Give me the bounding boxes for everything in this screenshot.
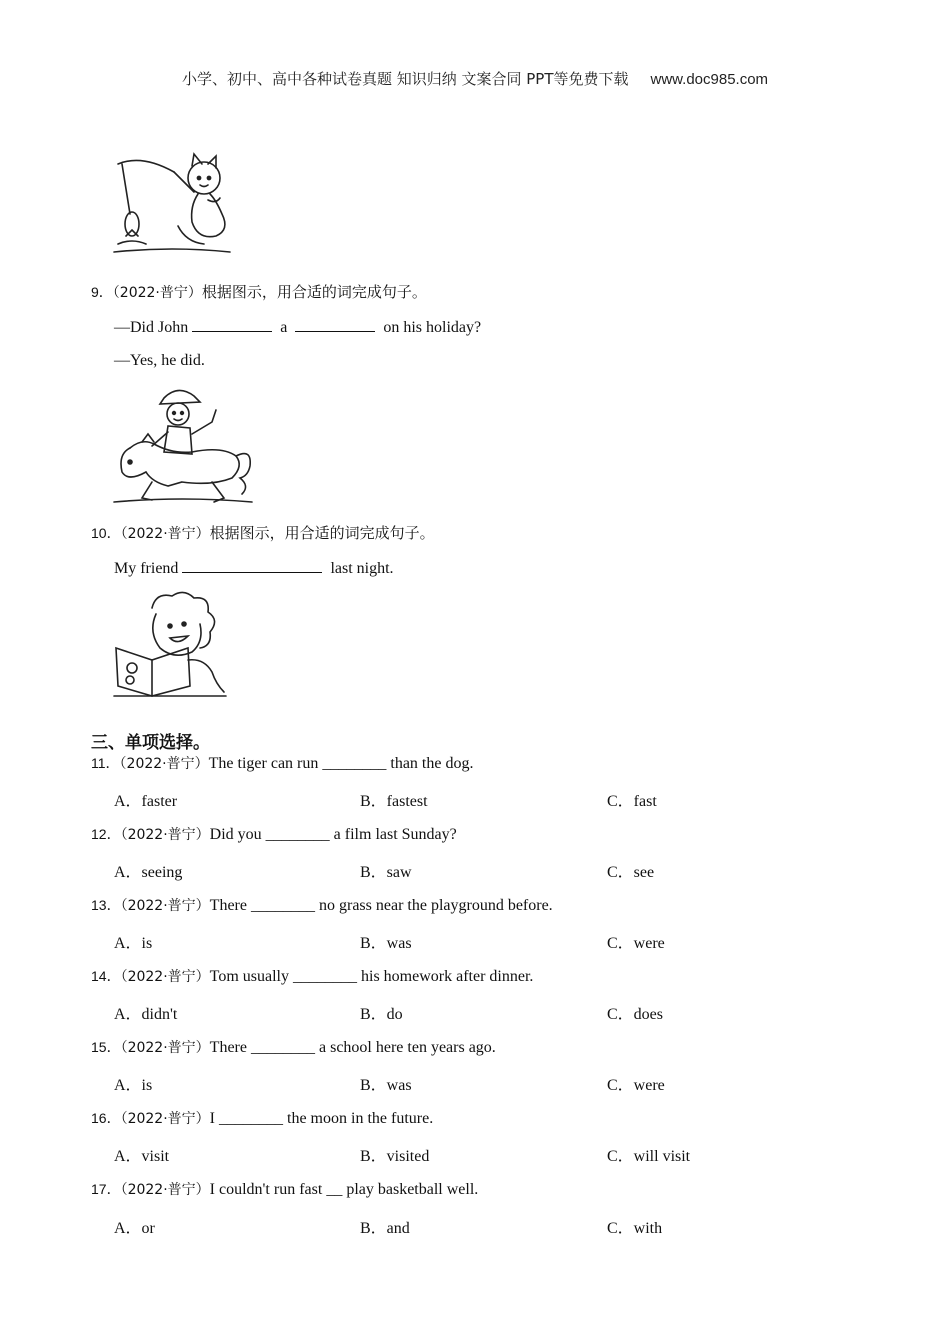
option-c[interactable]: C．with [607,1220,663,1237]
question-text: a school here ten years ago. [318,1039,496,1056]
answer-blank[interactable]: ________ [293,968,357,985]
option-b[interactable]: B．fastest [360,793,428,810]
answer-blank[interactable] [295,317,375,332]
option-b[interactable]: B．saw [360,864,412,881]
boy-riding-horse-illustration [112,382,254,506]
text-segment: —Did John [114,319,189,336]
question-source: （2022·普宁） [119,756,209,772]
option-b[interactable]: B．visited [360,1148,430,1165]
question-number: 16． [91,1110,121,1126]
option-a[interactable]: A．visit [114,1148,170,1165]
option-a[interactable]: A．seeing [114,864,183,881]
option-b[interactable]: B．do [360,1006,403,1023]
question-source: （2022·普宁） [112,285,202,301]
question-instruction: 根据图示，用合适的词完成句子。 [209,524,435,542]
header-text: 小学、初中、高中各种试卷真题 知识归纳 文案合同 PPT等免费下载 [181,70,629,88]
question-number: 14． [91,968,121,984]
question-13 [91,895,553,915]
option-a[interactable]: A．or [114,1220,155,1237]
text-segment: last night. [330,560,394,577]
answer-blank[interactable]: ________ [250,897,315,914]
option-a[interactable]: A．didn't [114,1006,178,1023]
section-3-title: 三、单项选择。 [91,733,210,753]
question-source: （2022·普宁） [120,1040,210,1056]
question-number: 15． [91,1039,121,1055]
question-source: （2022·普宁） [120,969,210,985]
question-10-line [114,558,394,578]
question-text: Tom usually [209,968,289,985]
question-12 [91,824,457,844]
answer-blank[interactable] [192,317,272,332]
question-text: a film last Sunday? [333,826,457,843]
option-b[interactable]: B．was [360,1077,412,1094]
option-c[interactable]: C．see [607,864,655,881]
question-text: There [209,1039,247,1056]
question-number: 11． [91,755,120,771]
cat-fishing-illustration [112,152,234,256]
question-text: I couldn't run fast [209,1181,323,1198]
question-9-line-2: —Yes, he did. [114,352,205,369]
answer-blank[interactable]: ________ [250,1039,315,1056]
question-source: （2022·普宁） [120,526,210,542]
question-instruction: 根据图示，用合适的词完成句子。 [201,283,427,301]
question-text: Did you [209,826,262,843]
question-text: play basketball well. [346,1181,479,1198]
question-text: than the dog. [390,755,474,772]
option-c[interactable]: C．does [607,1006,664,1023]
option-c[interactable]: C．fast [607,793,657,810]
option-a[interactable]: A．is [114,1077,153,1094]
option-c[interactable]: C．were [607,935,665,952]
option-b[interactable]: B．was [360,935,412,952]
option-a[interactable]: A．is [114,935,153,952]
question-text: his homework after dinner. [361,968,534,985]
question-text: I [209,1110,215,1127]
question-text: There [209,897,247,914]
question-11 [91,753,473,773]
question-number: 9． [91,284,113,300]
question-text: no grass near the playground before. [318,897,553,914]
question-14 [91,966,533,986]
question-source: （2022·普宁） [120,1111,210,1127]
question-15 [91,1037,496,1057]
question-number: 12． [91,826,121,842]
question-source: （2022·普宁） [120,827,210,843]
answer-blank[interactable]: ________ [322,755,387,772]
text-segment: My friend [114,560,179,577]
answer-blank[interactable]: ________ [219,1110,283,1127]
question-17 [91,1179,478,1199]
option-a[interactable]: A．faster [114,793,178,810]
child-reading-illustration [112,588,228,700]
question-number: 13． [91,897,121,913]
answer-blank[interactable]: __ [326,1181,343,1198]
question-9-line-1 [114,317,481,337]
question-9-header [91,281,427,302]
page-header [0,68,950,89]
option-b[interactable]: B．and [360,1220,410,1237]
question-number: 10． [91,525,121,541]
question-text: the moon in the future. [287,1110,434,1127]
question-10-header [91,522,435,543]
text-segment: a [280,319,288,336]
text-segment: on his holiday? [383,319,482,336]
header-url[interactable]: www.doc985.com [650,71,769,88]
option-c[interactable]: C．will visit [607,1148,691,1165]
question-source: （2022·普宁） [120,898,210,914]
answer-blank[interactable]: ________ [265,826,330,843]
answer-blank[interactable] [182,558,322,573]
question-16 [91,1108,433,1128]
option-c[interactable]: C．were [607,1077,665,1094]
question-text: The tiger can run [208,755,319,772]
question-source: （2022·普宁） [120,1182,210,1198]
question-number: 17． [91,1181,121,1197]
